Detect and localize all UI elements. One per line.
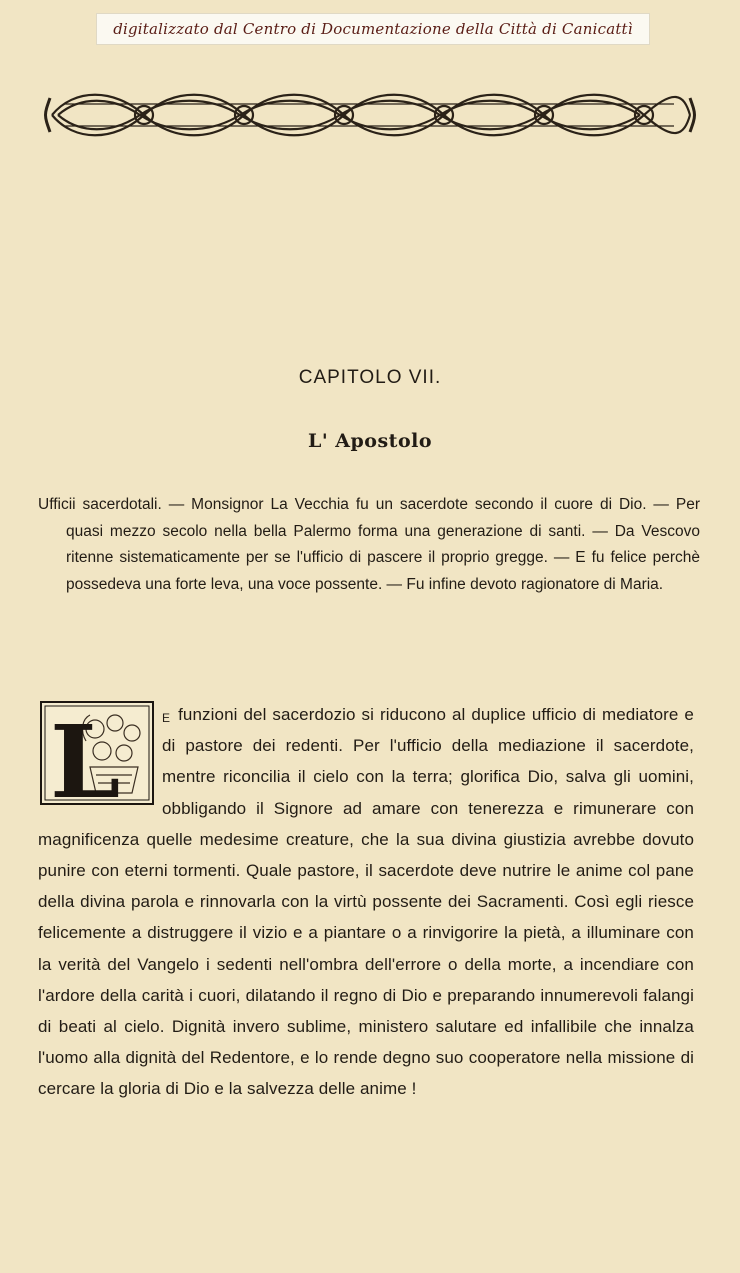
chapter-title: L' Apostolo (307, 430, 433, 452)
chapter-summary: Ufficii sacerdotali. — Monsignor La Vecchia fu un sacerdote secondo il cuore di Dio. — Per quasi mezzo secolo nella bella Palermo forma una generazione di santi. — Da Vescovo ritenne sistematicamente per se l'ufficio di pascere il proprio gregge. — E fu felice perchè possedeva una forte leva, una voce possente. — Fu infine devoto ragionatore di Maria. (38, 496, 700, 593)
watermark-text: digitalizzato dal Centro di Documentazione della Città di Canicattì (113, 20, 633, 38)
body-text: funzioni del sacerdozio si riducono al duplice ufficio di mediatore e di pastore dei redenti. Per l'ufficio della mediazione il sacerdote, mentre riconcilia il cielo con la terra; glorifica Dio, salva gli uomini, obbligando il Signore ad amare con tenerezza e rimunerare con magnificenza quelle medesime creature, che la sua divina giustizia avrebbe dovuto punire con eterni tormenti. Quale pastore, il sacerdote deve nutrire le anime col pane della divina parola e rinnovarla con la virtù possente dei Sacramenti. Così egli riesce felicemente a distruggere il vizio e a piantare o a rinvigorire la pietà, a illuminare con la verità del Vangelo i sedenti nell'ombra dell'errore o della morte, a incendiare con l'ardore della carità i cuori, dilatando il regno di Dio e preparando innumerevoli falangi di beati al cielo. Dignità invero sublime, ministero salutare ed infallibile che innalza l'uomo alla dignità del Redentore, e lo rende degno suo cooperatore nella missione di cercare la gloria di Dio e la salvezza delle anime ! (38, 705, 694, 1099)
celtic-knot-border-icon (44, 84, 696, 146)
chapter-heading: CAPITOLO VII. (298, 367, 442, 388)
decorated-initial-letter (40, 701, 154, 805)
initial-continuation: E (162, 711, 171, 725)
watermark-stamp (96, 13, 650, 45)
initial-letter-glyph: L (50, 703, 121, 805)
body-paragraph (38, 699, 694, 1105)
